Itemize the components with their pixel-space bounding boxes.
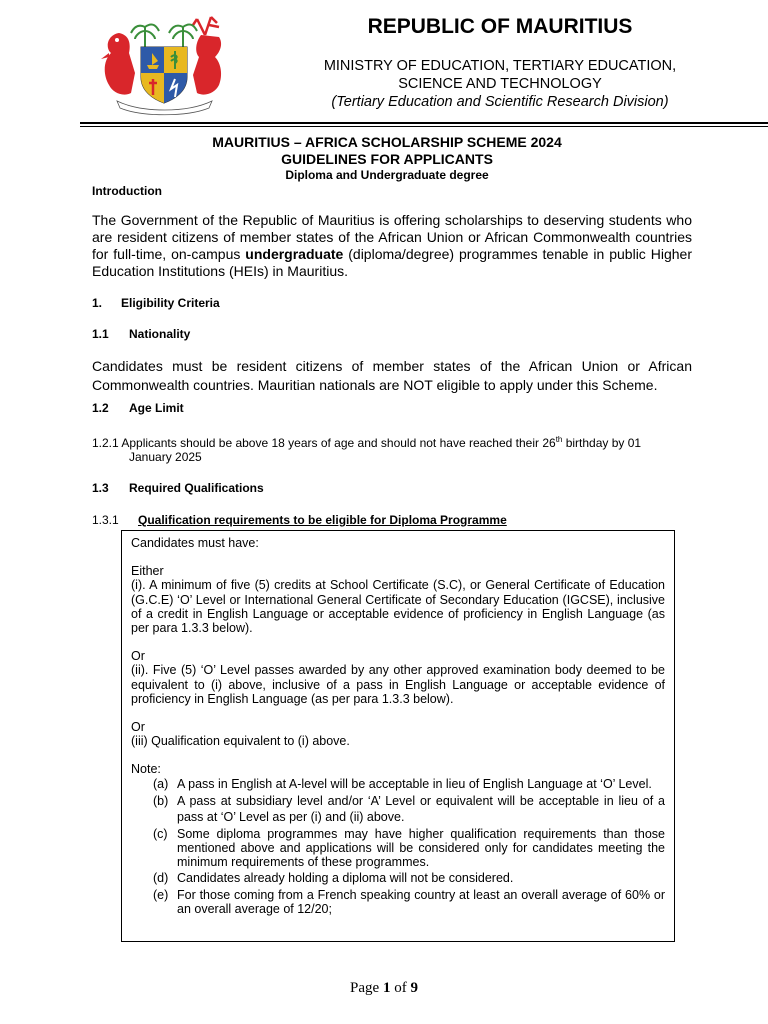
page-number: 1 <box>382 980 391 996</box>
intro-text-1: The Government of the Republic of Mauritius is offering scholarships to deserving students who are resident citizens of member states of the African Union or African Commonwealth countries for full-time, on-campus <box>92 212 692 262</box>
age-limit-sup: th <box>555 435 563 444</box>
header-rule-thick <box>80 122 768 124</box>
box-or-2: Or <box>131 720 145 735</box>
requirements-box <box>121 530 675 942</box>
intro-text-2: (diploma/degree) programmes tenable in public Higher Education Institutions (HEIs) in Mauritius. <box>92 246 692 279</box>
ministry-line-1: MINISTRY OF EDUCATION, TERTIARY EDUCATION, <box>323 58 677 74</box>
intro-bold: undergraduate <box>245 246 344 262</box>
page-footer <box>0 980 768 997</box>
section-1-num: 1. <box>92 296 103 310</box>
note-label: (b) <box>153 793 169 808</box>
note-label: (d) <box>153 871 169 886</box>
note-label: (c) <box>153 826 168 841</box>
box-or-1: Or <box>131 649 145 664</box>
ministry-line-2: SCIENCE AND TECHNOLOGY <box>398 76 602 92</box>
note-text: A pass in English at A-level will be acceptable in lieu of English Language at ‘O’ Level. <box>177 776 652 791</box>
nationality-paragraph: Candidates must be resident citizens of member states of the African Union or African Commonwealth countries. Mauritian nationals are NOT eligible to apply under this Scheme. <box>92 358 692 393</box>
section-1-2-title: Age Limit <box>129 401 184 415</box>
note-label: (e) <box>153 887 169 902</box>
division-line: (Tertiary Education and Scientific Research Division) <box>331 94 669 110</box>
doc-subtitle: Diploma and Undergraduate degree <box>285 168 489 182</box>
note-label: (a) <box>153 776 169 791</box>
age-limit-text-b: birthday by 01 <box>562 436 642 450</box>
of-word: of <box>394 980 407 996</box>
note-item <box>153 827 665 870</box>
section-1-3-1-title: Qualification requirements to be eligible for Diploma Programme <box>138 513 507 527</box>
notes-list <box>131 777 665 916</box>
age-limit-item <box>92 433 692 464</box>
page-total: 9 <box>410 980 418 996</box>
note-text: Some diploma programmes may have higher qualification requirements than those mentioned above and applications will be considered only for candidates meeting the minimum requirements of these programmes. <box>177 826 665 870</box>
section-1-1-num: 1.1 <box>92 327 109 341</box>
coat-of-arms-icon <box>97 13 232 118</box>
box-intro: Candidates must have: <box>131 536 259 550</box>
doc-title-1: MAURITIUS – AFRICA SCHOLARSHIP SCHEME 2024 <box>212 134 562 150</box>
section-1-2-num: 1.2 <box>92 401 109 415</box>
coat-of-arms <box>97 13 232 118</box>
section-1-3-1-num: 1.3.1 <box>92 513 119 527</box>
header-title: REPUBLIC OF MAURITIUS <box>367 15 633 38</box>
age-limit-num: 1.2.1 <box>92 436 119 450</box>
header-rule-thin <box>80 126 768 127</box>
doc-title-2: GUIDELINES FOR APPLICANTS <box>281 151 493 167</box>
section-1-1-title: Nationality <box>129 327 191 341</box>
box-option-3: (iii) Qualification equivalent to (i) above. <box>131 734 350 749</box>
box-note-label: Note: <box>131 762 161 777</box>
note-item <box>153 888 665 916</box>
note-item <box>153 777 665 791</box>
intro-heading: Introduction <box>92 184 162 198</box>
note-text: Candidates already holding a diploma will not be considered. <box>177 871 514 886</box>
section-1-3-num: 1.3 <box>92 481 109 495</box>
section-1-title: Eligibility Criteria <box>121 296 220 310</box>
requirements-content <box>131 536 665 916</box>
page-word: Page <box>350 980 380 996</box>
age-limit-text-c: January 2025 <box>129 450 202 464</box>
box-option-1: (i). A minimum of five (5) credits at School Certificate (S.C), or General Certificate of Education (G.C.E) ‘O’ Level or International General Certificate of Secondary Education (IGCSE), inclusive of a credit in English Language or acceptable evidence of proficiency in English Language (as per para 1.3.3 below). <box>131 578 665 636</box>
section-1-3-title: Required Qualifications <box>129 481 264 495</box>
box-either: Either <box>131 564 164 579</box>
note-item <box>153 871 665 885</box>
note-text: A pass at subsidiary level and/or ‘A’ Level or equivalent will be acceptable in lieu of a pass at ‘O’ Level as per (i) and (ii) above. <box>177 793 665 824</box>
note-item <box>153 793 665 825</box>
age-limit-text-a: Applicants should be above 18 years of age and should not have reached their 26 <box>121 436 556 450</box>
intro-paragraph <box>92 212 692 280</box>
note-text: For those coming from a French speaking country at least an overall average of 60% or an overall average of 12/20; <box>177 887 665 916</box>
box-option-2: (ii). Five (5) ‘O’ Level passes awarded by any other approved examination body deemed to be equivalent to (i) above, inclusive of a pass in English Language or acceptable evidence of proficiency in English Language (as per para 1.3.3 below). <box>131 663 665 706</box>
